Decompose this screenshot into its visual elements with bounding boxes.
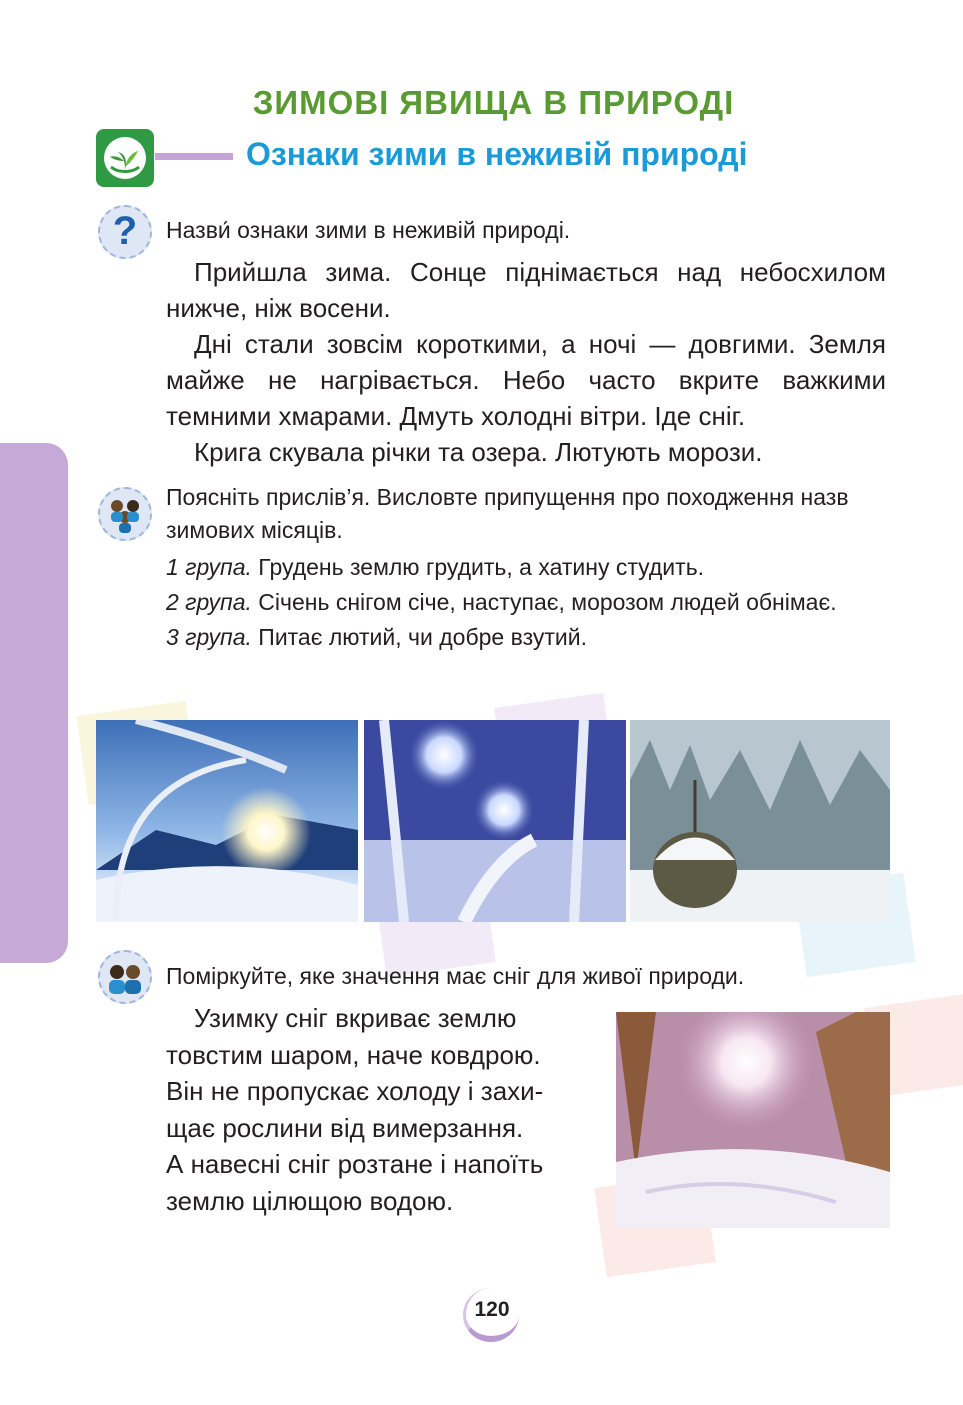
group-label: 3 група. [166,624,252,650]
page-number-badge [463,1288,523,1344]
group-text: Питає лютий, чи добре взутий. [258,624,587,650]
subtitle-divider [155,153,233,160]
task3-text: Поміркуйте, яке значення має сніг для живої природи. [166,963,745,989]
page-title: ЗИМОВІ ЯВИЩА В ПРИРОДІ [252,84,735,121]
text-line: Він не пропускає холоду і захи- [166,1076,544,1106]
main-text [166,254,886,470]
text-line: А навесні сніг розтане і напоїть [166,1149,544,1179]
group-item [166,550,890,585]
sunny-forest-photo [616,1012,890,1228]
pair-people-icon [98,950,152,1004]
plant-logo-icon [96,129,154,187]
section-subtitle: Ознаки зими в неживій природі [246,136,748,172]
text-line: товстим шаром, наче ковдрою. [166,1039,541,1070]
group-label: 1 група. [166,554,252,580]
group-item [166,620,890,655]
text-line: щає рослини від вимерзання. [166,1112,524,1143]
page-number: 120 [474,1298,510,1321]
task2-text: Поясніть прислів’я. Висловте припущення про походження назв зимових місяців. [166,484,849,543]
snow-paragraph [166,1000,594,1219]
text-line: Узимку сніг вкриває землю [194,1003,517,1033]
paragraph: Дні стали зовсім короткими, а ночі — довгими. Земля майже не нагрівається. Небо часто вкрите важкими темними хмарами. Дмуть холодні вітри. Іде сніг. [166,329,886,431]
group-text: Січень снігом січе, наступає, морозом людей обнімає. [258,589,837,615]
paragraph: Прийшла зима. Сонце піднімається над небосхилом нижче, ніж восени. [166,257,886,323]
winter-sun-photo [96,720,358,922]
group-people-icon [98,487,152,541]
group-text: Грудень землю грудить, а хатину студить. [258,554,705,580]
haystack-snowfall-photo [630,720,890,922]
question-icon: ? [98,205,152,259]
proverb-groups [166,550,890,655]
text-line: землю цілющою водою. [166,1185,454,1216]
side-tab [0,443,68,963]
question-text: Назви́ ознаки зими в неживій природі. [166,217,571,243]
paragraph: Крига скувала річки та озера. Лютують морози. [194,437,763,467]
group-item [166,585,890,620]
snowy-night-photo [364,720,626,922]
group-label: 2 група. [166,589,252,615]
